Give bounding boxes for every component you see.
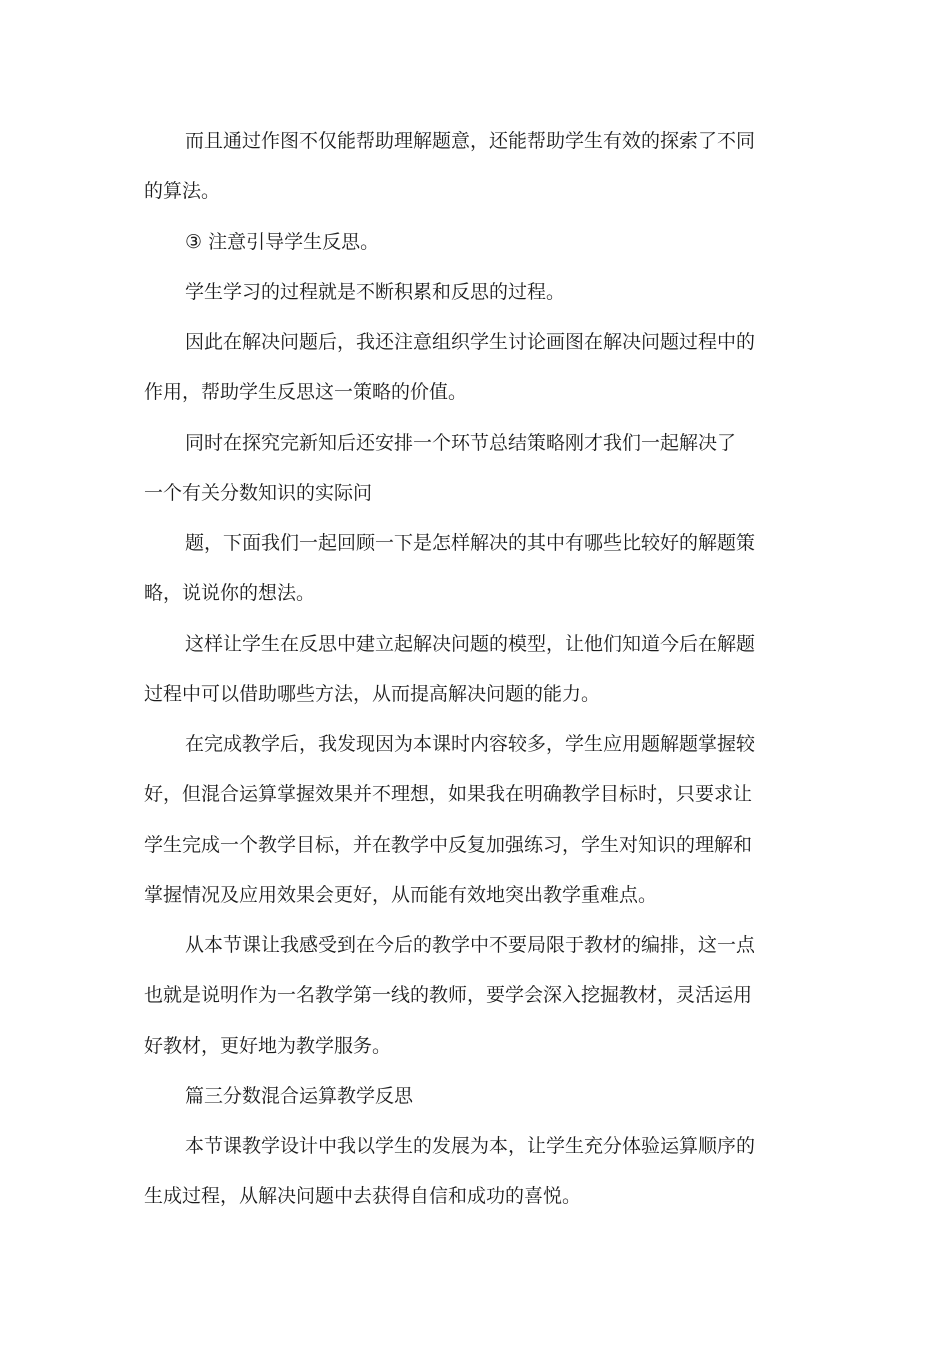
text-line: 过程中可以借助哪些方法，从而提高解决问题的能力。 — [144, 682, 601, 705]
document-body — [144, 122, 756, 1228]
text-line: ③ 注意引导学生反思。 — [185, 230, 380, 253]
text-line: 略，说说你的想法。 — [144, 582, 316, 605]
section-heading: 篇三分数混合运算教学反思 — [185, 1084, 414, 1107]
text-line: 好教材，更好地为教学服务。 — [144, 1034, 392, 1057]
text-line: 因此在解决问题后，我还注意组织学生讨论画图在解决问题过程中的 — [185, 331, 756, 353]
text-line: 作用，帮助学生反思这一策略的价值。 — [144, 381, 468, 404]
text-line: 生成过程，从解决问题中去获得自信和成功的喜悦。 — [144, 1185, 582, 1208]
text-line: 本节课教学设计中我以学生的发展为本，让学生充分体验运算顺序的 — [185, 1135, 756, 1157]
text-line: 在完成教学后，我发现因为本课时内容较多，学生应用题解题掌握较 — [185, 733, 756, 755]
text-line: 掌握情况及应用效果会更好，从而能有效地突出教学重难点。 — [144, 883, 658, 906]
text-line: 的算法。 — [144, 180, 221, 203]
text-line: 这样让学生在反思中建立起解决问题的模型，让他们知道今后在解题 — [185, 632, 756, 655]
text-line: 也就是说明作为一名教学第一线的教师，要学会深入挖掘教材，灵活运用 — [144, 984, 753, 1007]
text-line: 题，下面我们一起回顾一下是怎样解决的其中有哪些比较好的解题策 — [185, 532, 756, 554]
text-line: 学生完成一个教学目标，并在教学中反复加强练习，学生对知识的理解和 — [144, 833, 753, 856]
text-line: 同时在探究完新知后还安排一个环节总结策略刚才我们一起解决了 — [185, 431, 737, 454]
text-line: 而且通过作图不仅能帮助理解题意，还能帮助学生有效的探索了不同 — [185, 130, 756, 152]
text-line: 学生学习的过程就是不断积累和反思的过程。 — [185, 280, 566, 303]
text-line: 一个有关分数知识的实际问 — [144, 481, 373, 504]
text-line: 从本节课让我感受到在今后的教学中不要局限于教材的编排，这一点 — [185, 934, 756, 956]
text-line: 好，但混合运算掌握效果并不理想，如果我在明确教学目标时，只要求让 — [144, 783, 753, 806]
